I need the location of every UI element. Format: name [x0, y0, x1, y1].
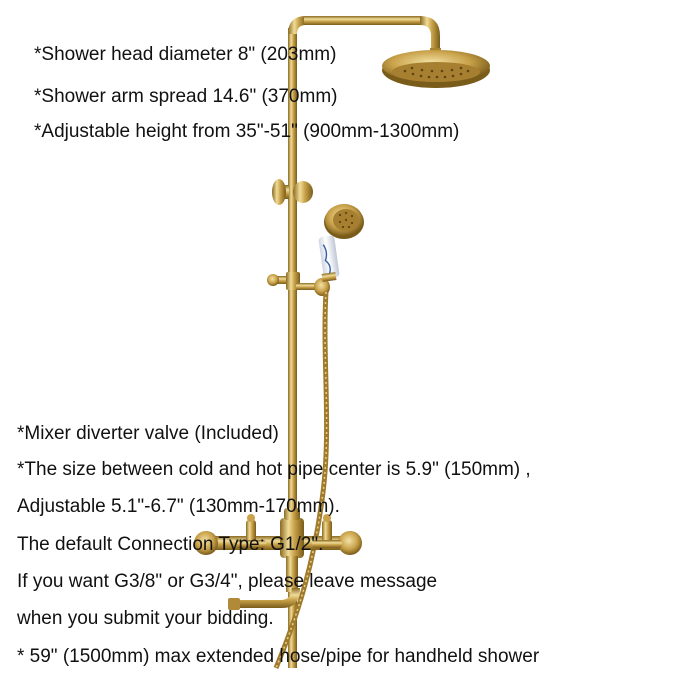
spec-alternate-connection: If you want G3/8" or G3/4", please leave message — [17, 571, 438, 592]
spec-shower-head-diameter: *Shower head diameter 8" (203mm) — [34, 44, 337, 65]
spec-bidding-note: when you submit your bidding. — [17, 608, 274, 629]
spec-hose-length: * 59" (1500mm) max extended hose/pipe for handheld shower — [17, 646, 540, 667]
spec-shower-arm-spread: *Shower arm spread 14.6" (370mm) — [34, 86, 338, 107]
spec-adjustable-range: Adjustable 5.1"-6.7" (130mm-170mm). — [17, 496, 340, 517]
spec-mixer-diverter-valve: *Mixer diverter valve (Included) — [17, 423, 279, 444]
spec-adjustable-height: *Adjustable height from 35"-51" (900mm-1300mm) — [34, 121, 460, 142]
arm-bend — [420, 16, 440, 52]
spec-default-connection: The default Connection Type: G1/2". — [17, 534, 324, 555]
shower-arm — [304, 16, 422, 25]
shower-head — [382, 50, 490, 88]
spec-pipe-center-size: *The size between cold and hot pipe center is 5.9" (150mm) , — [17, 459, 531, 480]
slide-bar-handle — [267, 272, 300, 290]
shower-hose — [276, 292, 327, 668]
hand-shower — [318, 204, 364, 282]
arm-elbow — [288, 16, 306, 34]
